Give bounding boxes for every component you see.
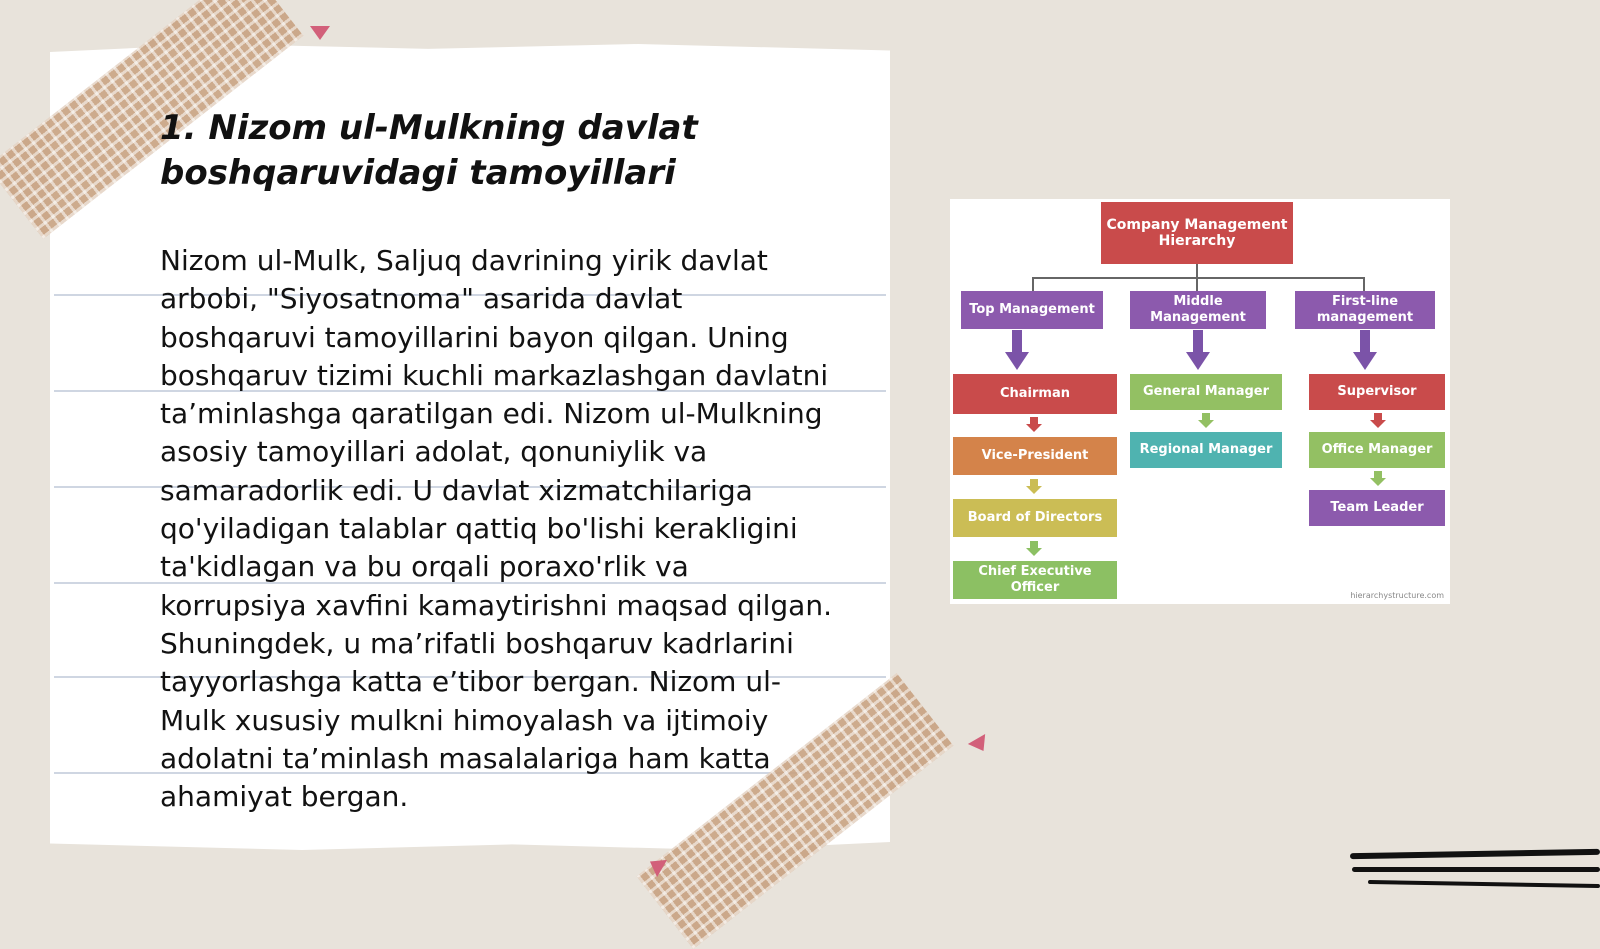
chart-team-leader: Team Leader bbox=[1309, 490, 1445, 526]
down-arrow-icon bbox=[1026, 541, 1042, 557]
down-arrow-icon bbox=[1186, 330, 1210, 372]
org-chart-image bbox=[950, 199, 1450, 604]
chart-middle-management: Middle Management bbox=[1130, 291, 1266, 329]
chart-chairman: Chairman bbox=[953, 374, 1117, 414]
down-arrow-icon bbox=[1353, 330, 1377, 372]
chart-office-manager: Office Manager bbox=[1309, 432, 1445, 468]
down-arrow-icon bbox=[1198, 413, 1214, 429]
tape-pin-bottom bbox=[968, 734, 992, 756]
chart-general-manager: General Manager bbox=[1130, 374, 1282, 410]
chart-root-box: Company Management Hierarchy bbox=[1101, 202, 1293, 264]
down-arrow-icon bbox=[1026, 479, 1042, 495]
tape-pin-top bbox=[310, 26, 330, 40]
chart-top-management: Top Management bbox=[961, 291, 1103, 329]
chart-regional-manager: Regional Manager bbox=[1130, 432, 1282, 468]
down-arrow-icon bbox=[1370, 413, 1386, 429]
chart-ceo: Chief Executive Officer bbox=[953, 561, 1117, 599]
slide-title: 1. Nizom ul-Mulkning davlat boshqaruvidagi tamoyillari bbox=[160, 108, 698, 193]
decor-stroke bbox=[1352, 867, 1600, 872]
slide-body-text: Nizom ul-Mulk, Saljuq davrining yirik davlat arbobi, "Siyosatnoma" asarida davlat boshqaruvi tamoyillarini bayon qilgan. Uning boshqaruv tizimi kuchli markazlashgan davlatni ta’minlashga qaratilgan edi. Nizom ul-Mulkning asosiy tamoyillari adolat, qonuniylik va samaradorlik edi. U davlat xizmatchilariga qo'yiladigan talablar qattiq bo'lishi kerakligini ta'kidlagan va bu orqali poraxo'rlik va korrupsiya xavfini kamaytirishni maqsad qilgan. Shuningdek, u ma’rifatli boshqaruv kadrlarini tayyorlashga katta e’tibor bergan. Nizom ul-Mulk xususiy mulkni himoyalash va ijtimoiy adolatni ta’minlash masalalariga ham katta ahamiyat bergan. bbox=[160, 244, 832, 814]
decor-stroke bbox=[1350, 849, 1600, 859]
chart-vice-president: Vice-President bbox=[953, 437, 1117, 475]
connector-line bbox=[1196, 277, 1198, 291]
connector-line bbox=[1032, 277, 1365, 279]
connector-line bbox=[1196, 264, 1198, 278]
down-arrow-icon bbox=[1005, 330, 1029, 372]
chart-credit: hierarchystructure.com bbox=[1350, 591, 1444, 600]
connector-line bbox=[1363, 277, 1365, 291]
chart-first-line-management: First-line management bbox=[1295, 291, 1435, 329]
chart-supervisor: Supervisor bbox=[1309, 374, 1445, 410]
down-arrow-icon bbox=[1026, 417, 1042, 433]
connector-line bbox=[1032, 277, 1034, 291]
chart-board-of-directors: Board of Directors bbox=[953, 499, 1117, 537]
decor-stroke bbox=[1368, 880, 1600, 888]
down-arrow-icon bbox=[1370, 471, 1386, 487]
